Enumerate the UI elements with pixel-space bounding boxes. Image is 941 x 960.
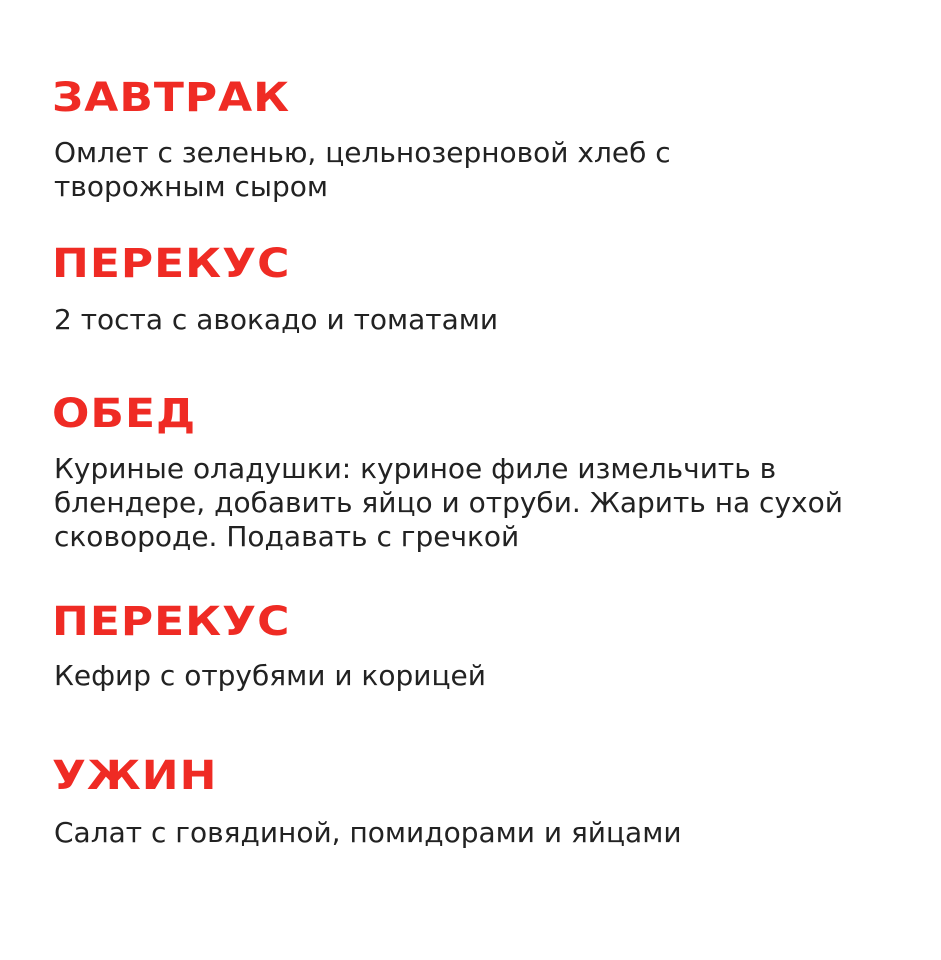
dinner-heading: УЖИН <box>52 752 218 800</box>
snack-heading-1: ПЕРЕКУС <box>52 240 291 288</box>
snack-description-2: Кефир с отрубями и корицей <box>54 659 486 692</box>
snack-heading-2: ПЕРЕКУС <box>52 598 291 646</box>
lunch-heading: ОБЕД <box>52 390 197 438</box>
lunch-description: Куриные оладушки: куриное филе измельчить в блендере, добавить яйцо и отруби. Жарить на сухой сковороде. Подавать с гречкой <box>54 452 843 553</box>
snack-description-1: 2 тоста с авокадо и томатами <box>54 303 499 336</box>
dinner-description: Салат с говядиной, помидорами и яйцами <box>54 816 682 849</box>
breakfast-description: Омлет с зеленью, цельнозерновой хлеб с творожным сыром <box>54 136 671 203</box>
breakfast-heading: ЗАВТРАК <box>52 74 291 122</box>
